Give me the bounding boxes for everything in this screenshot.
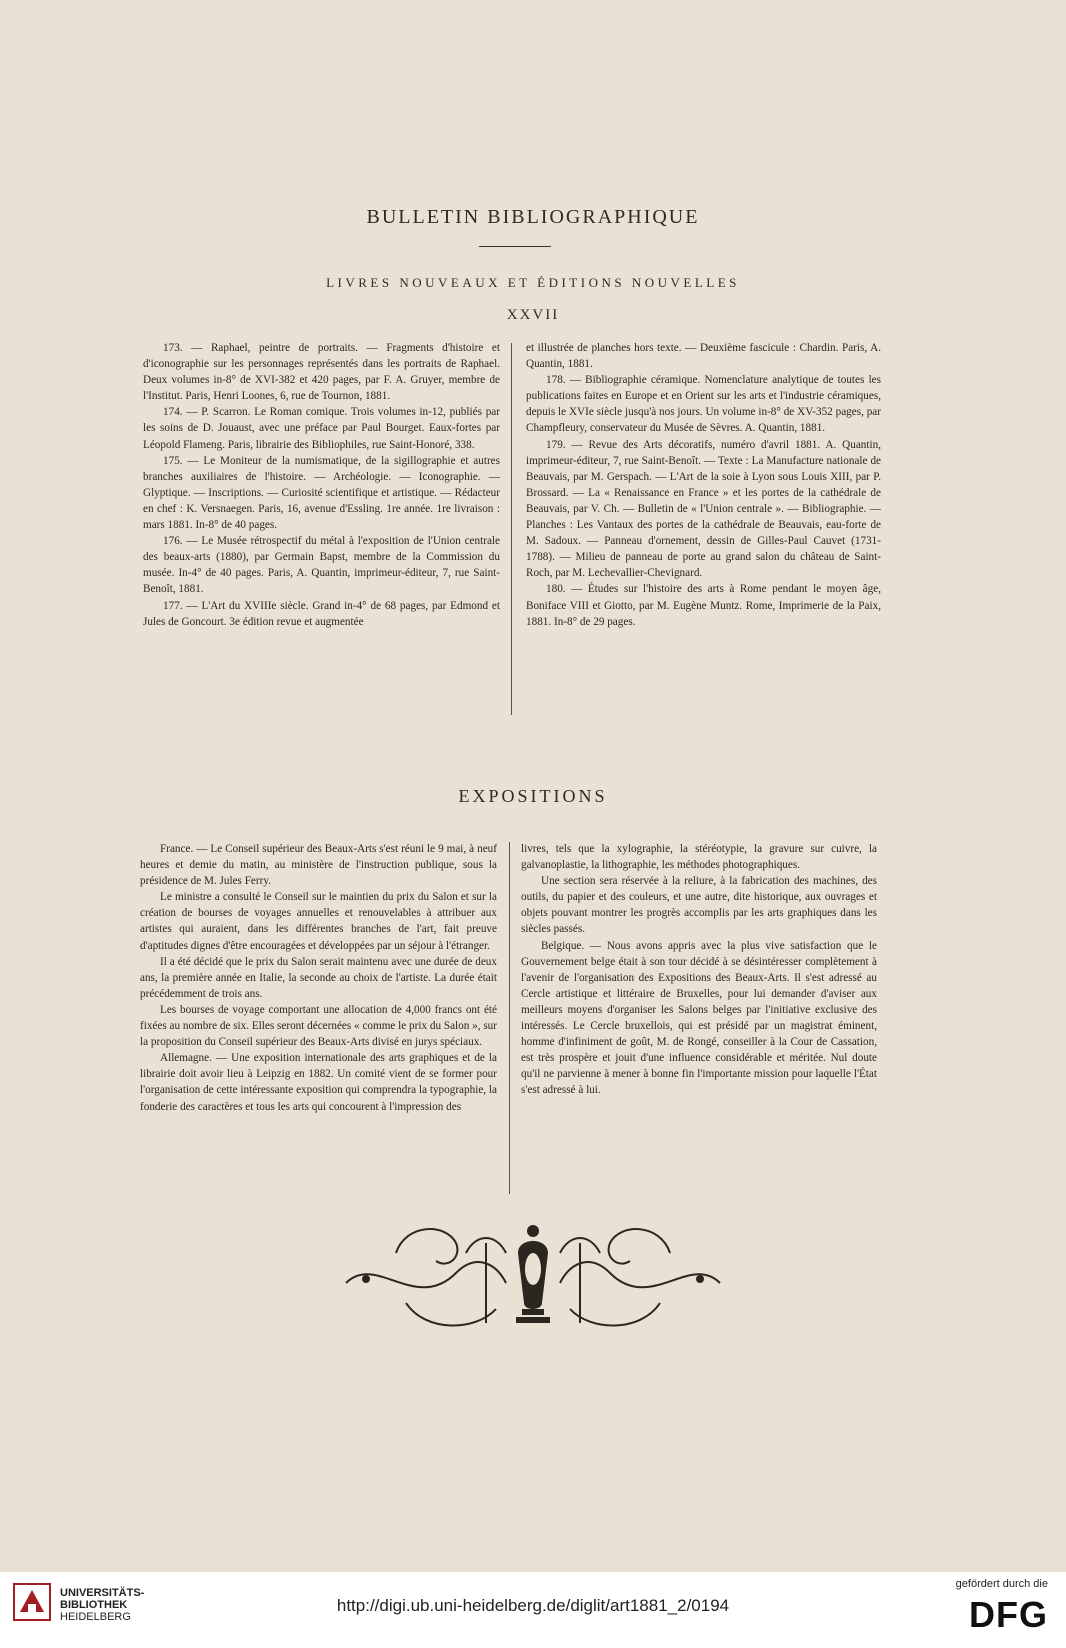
books-column-left <box>143 340 500 630</box>
expositions-heading: EXPOSITIONS <box>458 786 608 806</box>
library-name-line: BIBLIOTHEK <box>60 1599 128 1611</box>
expositions-column-right <box>521 841 877 1099</box>
book-entry: 180. — Études sur l'histoire des arts à Rome pendant le moyen âge, Boniface VIII et Giotto, par M. Eugène Muntz. Rome, Imprimerie de la Paix, 1881. In-8° de 29 pages. <box>526 583 881 628</box>
book-entry: 175. — Le Moniteur de la numismatique, de la sigillographie et autres branches auxiliaires de l'histoire. — Archéologie. — Iconographie. — Glyptique. — Inscriptions. — Curiosité scientifique et artistique. — Rédacteur en chef : K. Versnaegen. Paris, 16, avenue d'Essling. 1re année. 1re livraison : mars 1881. In-8° de 40 pages. <box>143 454 500 532</box>
page-title: BULLETIN BIBLIOGRAPHIQUE <box>366 206 700 228</box>
funding-note: gefördert durch die <box>955 1578 1048 1590</box>
expositions-column-left <box>140 841 497 1115</box>
section-subtitle: LIVRES NOUVEAUX ET ÉDITIONS NOUVELLES <box>326 275 740 290</box>
exposition-paragraph: Allemagne. — Une exposition internationale des arts graphiques et de la librairie doit avoir lieu à Leipzig en 1882. Un comité vient de se former pour l'organisation de cette intéressante exposition qui comprendra la typographie, la fonderie des caractères et tous les arts qui concourent à l'impression des <box>140 1052 497 1113</box>
book-entry-continuation: et illustrée de planches hors texte. — Deuxième fascicule : Chardin. Paris, A. Quantin, 1881. <box>526 342 881 371</box>
library-name-line: HEIDELBERG <box>60 1611 131 1623</box>
book-entry: 176. — Le Musée rétrospectif du métal à l'exposition de l'Union centrale des beaux-arts (1880), par Germain Bapst, membre de la Commission du musée. In-4° de 40 pages. Paris, A. Quantin, imprimeur-éditeur, 7, rue Saint-Benoît, 1881. <box>143 535 500 596</box>
title-rule <box>479 246 551 247</box>
book-entry: 179. — Revue des Arts décoratifs, numéro d'avril 1881. A. Quantin, imprimeur-éditeur, 7, rue Saint-Benoît. — Texte : La Manufacture nationale de Beauvais, par M. Gerspach. — L'Art de la soie à Lyon sous Louis XIII, par P. Brossard. — La « Renaissance en France » et les portes de la cathédrale de Beauvais, par V. Ch. — Bulletin de « l'Union centrale ». — Bibliographie. — Planches : Les Vantaux des portes de la cathédrale de Beauvais, eau-forte de M. Sadoux. — Panneau d'ornement, dessin de Gilles-Paul Cauvet (1731-1788). — Milieu de panneau de porte au grand salon du château de Saint-Roch, par M. Lechevallier-Chevignard. <box>526 438 881 580</box>
exposition-paragraph: Les bourses de voyage comportant une allocation de 4,000 francs ont été fixées au nombre de six. Elles seront décernées « comme le prix du Salon », sur la proposition du Conseil supérieur des Beaux-Arts divisé en jurys spéciaux. <box>140 1003 497 1049</box>
book-entry: 178. — Bibliographie céramique. Nomenclature analytique de toutes les publications faites en Europe et en Orient sur les arts et l'industrie céramiques, depuis le XVIe siècle jusqu'à nos jours. Un volume in-8° de XV-352 pages, par Champfleury, conservateur du Musée de Sèvres. A. Quantin, 1881. <box>526 374 881 435</box>
column-divider <box>511 343 512 715</box>
book-entry: 177. — L'Art du XVIIIe siècle. Grand in-4° de 68 pages, par Edmond et Jules de Goncourt. 3e édition revue et augmentée <box>143 599 500 628</box>
book-entry: 173. — Raphael, peintre de portraits. — Fragments d'histoire et d'iconographie sur les personnages représentés dans les portraits de Raphael. Deux volumes in-8° de XVI-382 et 420 pages, par F. A. Gruyer, membre de l'Institut. Paris, Henri Loones, 6, rue de Tournon, 1881. <box>143 342 500 403</box>
page-url-link[interactable]: http://digi.ub.uni-heidelberg.de/diglit/art1881_2/0194 <box>336 1596 730 1615</box>
exposition-paragraph-continuation: livres, tels que la xylographie, la stéréotypie, la gravure sur cuivre, la galvanoplastie, la lithographie, les méthodes photographiques. <box>521 843 877 872</box>
book-entry: 174. — P. Scarron. Le Roman comique. Trois volumes in-12, publiés par les soins de D. Jouaust, avec une préface par Paul Bourget. Eaux-fortes par Léopold Flameng. Paris, librairie des Bibliophiles, rue Saint-Honoré, 338. <box>143 406 500 451</box>
exposition-paragraph: Il a été décidé que le prix du Salon serait maintenu avec une durée de deux ans, la première année en Italie, la seconde au choix de l'artiste. La durée était précédemment de trois ans. <box>140 955 497 1000</box>
ornament-vignette-icon <box>336 1213 730 1339</box>
library-name-line: UNIVERSITÄTS- <box>60 1587 145 1599</box>
exposition-paragraph: Belgique. — Nous avons appris avec la plus vive satisfaction que le Gouvernement belge était à son tour décidé à se désintéresser complètement à l'avenir de l'organisation des Expositions des Beaux-Arts. Il s'est adressé au Cercle artistique et littéraire de Bruxelles, pour lui demander d'aviser aux meilleurs moyens d'organiser les Salons belges par l'initiative exclusive des intéressés. Le Cercle bruxellois, qui est présidé par un magistrat éminent, homme d'infiniment de goût, M. de Rongé, conseiller à la Cour de Cassation, est très prospère et jouit d'une influence considérable et méritée. Nul doute qu'il ne parvienne à mener à bonne fin l'importante mission pour laquelle l'État s'est adressé à lui. <box>521 939 877 1097</box>
footer-bar <box>0 1572 1066 1648</box>
section-number: XXVII <box>506 307 560 323</box>
exposition-paragraph: France. — Le Conseil supérieur des Beaux-Arts s'est réuni le 9 mai, à neuf heures et demie du matin, au ministère de l'instruction publique, sous la présidence de M. Jules Ferry. <box>140 843 497 888</box>
exposition-paragraph: Le ministre a consulté le Conseil sur le maintien du prix du Salon et sur la création de bourses de voyages annuelles et renouvelables à attribuer aux artistes qui auraient, dans les différentes branches de l'art, fait preuve d'aptitudes dignes d'être encouragées et développées par un séjour à l'étranger. <box>140 891 497 952</box>
dfg-logo: DFG <box>969 1594 1048 1635</box>
books-column-right <box>526 340 881 630</box>
column-divider <box>509 842 510 1194</box>
exposition-paragraph: Une section sera réservée à la reliure, à la fabrication des machines, des outils, du papier et des couleurs, et une autre, dite historique, aux ouvrages et objets pouvant montrer les progrès accomplis par les arts graphiques dans les siècles passés. <box>521 875 877 936</box>
